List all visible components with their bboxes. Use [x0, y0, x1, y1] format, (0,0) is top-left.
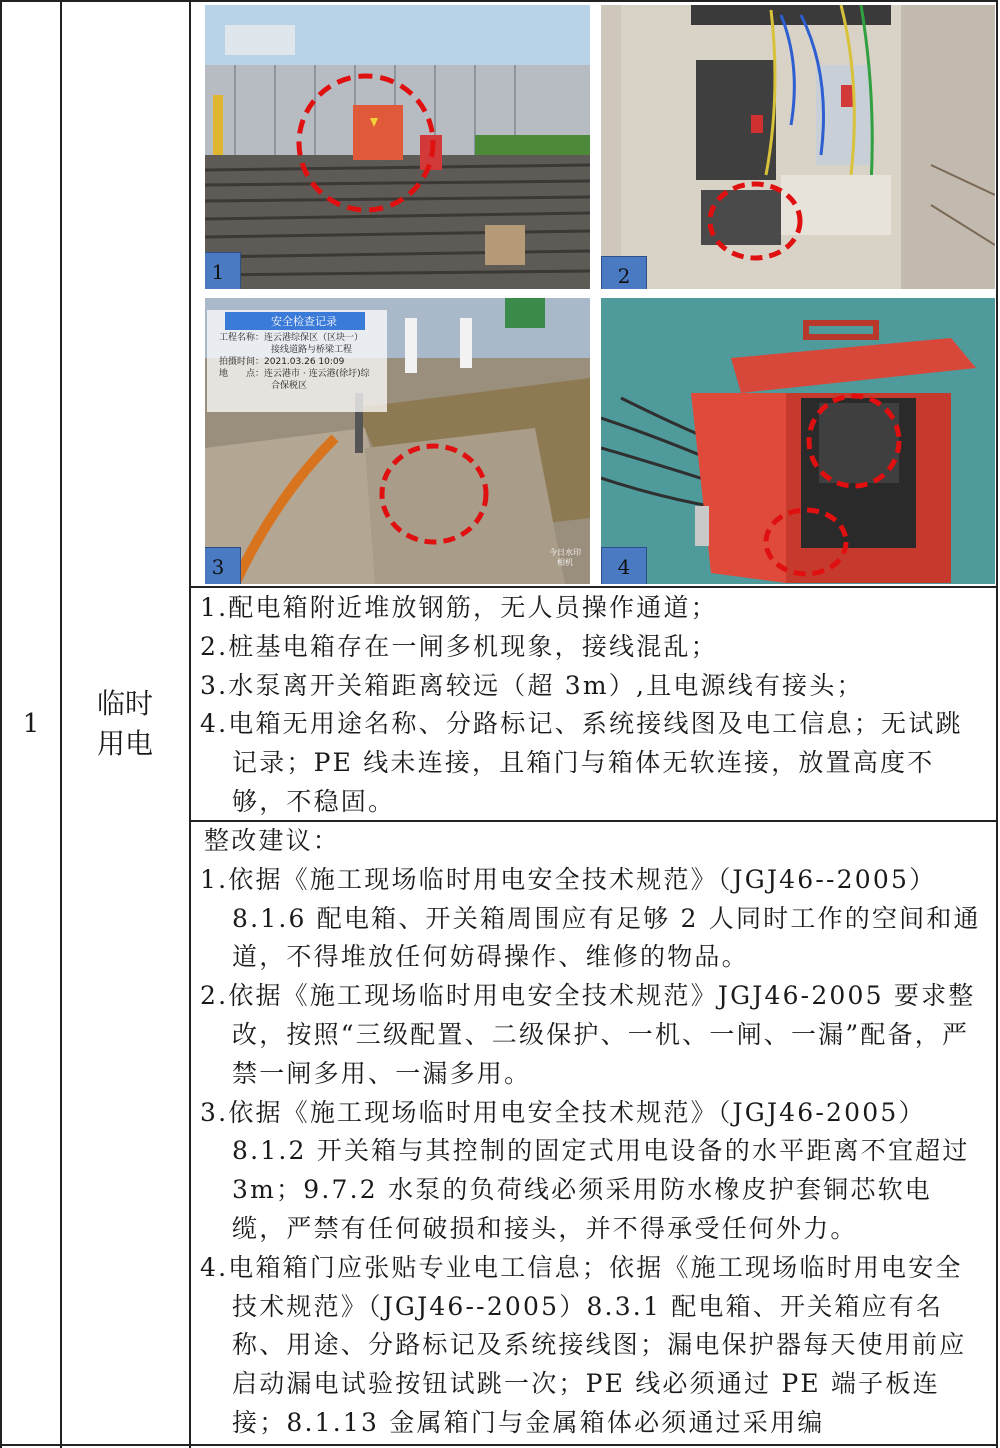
suggestion-item: 3.依据《施工现场临时用电安全技术规范》（JGJ46-2005）8.1.2 开关箱与其控制的固定式用电设备的水平距离不宜超过 3m；9.7.2 水泵的负荷线必须采用防水橡皮护套铜芯软电缆，严禁有任何破损和接头，并不得承受任何外力。 [200, 1097, 970, 1243]
suggestion-item: 1.依据《施工现场临时用电安全技术规范》（JGJ46--2005）8.1.6 配电箱、开关箱周围应有足够 2 人同时工作的空间和通道，不得堆放任何妨碍操作、维修的物品。 [200, 864, 981, 972]
photo-4-label: 4 [601, 547, 647, 584]
photo-2-label: 2 [601, 256, 647, 289]
overlay-place-value-2: 合保税区 [271, 381, 308, 391]
problem-item: 1.配电箱附近堆放钢筋，无人员操作通道； [200, 593, 718, 622]
category-cell [62, 2, 188, 1446]
photo-3-label: 3 [205, 547, 241, 584]
problem-item: 2.桩基电箱存在一闸多机现象，接线混乱； [200, 631, 718, 661]
overlay-project-label: 工程名称： [219, 333, 265, 343]
overlay-project-value-2: 接线道路与桥梁工程 [271, 345, 353, 355]
suggestions-title: 整改建议： [204, 826, 341, 855]
row-number: 1 [22, 709, 40, 739]
problem-item: 4.电箱无用途名称、分路标记、系统接线图及电工信息；无试跳记录；PE 线未连接，且箱门与箱体无软连接，放置高度不够，不稳固。 [200, 709, 963, 816]
problems-list [200, 589, 984, 822]
photo-4 [601, 298, 995, 584]
problem-item: 3.水泵离开关箱距离较远（超 3m）,且电源线有接头； [200, 670, 864, 700]
photo-1-label: 1 [205, 252, 241, 289]
overlay-project-value-1: 连云港综保区（区块一） [264, 333, 364, 343]
photo-2 [601, 5, 995, 289]
overlay-place-label: 地 点： [219, 369, 265, 379]
photo-1 [205, 5, 590, 289]
overlay-time-value: 2021.03.26 10:09 [264, 357, 345, 367]
overlay-time-label: 拍摄时间： [219, 357, 265, 367]
overlay-text [219, 332, 389, 392]
suggestion-item: 4.电箱箱门应张贴专业电工信息；依据《施工现场临时用电安全技术规范》（JGJ46--2005）8.3.1 配电箱、开关箱应有名称、用途、分路标记及系统接线图；漏电保护器每天使用前应启动漏电试验按钮试跳一次；PE 线必须通过 PE 端子板连接；8.1.13 金属箱门与金属箱体必须通过采用编 [200, 1252, 967, 1437]
watermark-line-2: 相机 [557, 558, 573, 567]
category-label: 临时用电 [97, 687, 154, 760]
suggestions-block [200, 822, 984, 1443]
overlay-place-value-1: 连云港市 · 连云港(徐圩)综 [264, 369, 370, 379]
overlay-title: 安全检查记录 [271, 315, 337, 328]
watermark-line-1: 今日水印 [549, 548, 581, 557]
watermark [549, 548, 581, 568]
suggestion-item: 2.依据《施工现场临时用电安全技术规范》JGJ46-2005 要求整改，按照“三级配置、二级保护、一机、一闸、一漏”配备，严禁一闸多用、一漏多用。 [200, 981, 976, 1088]
photo-3 [205, 298, 590, 584]
